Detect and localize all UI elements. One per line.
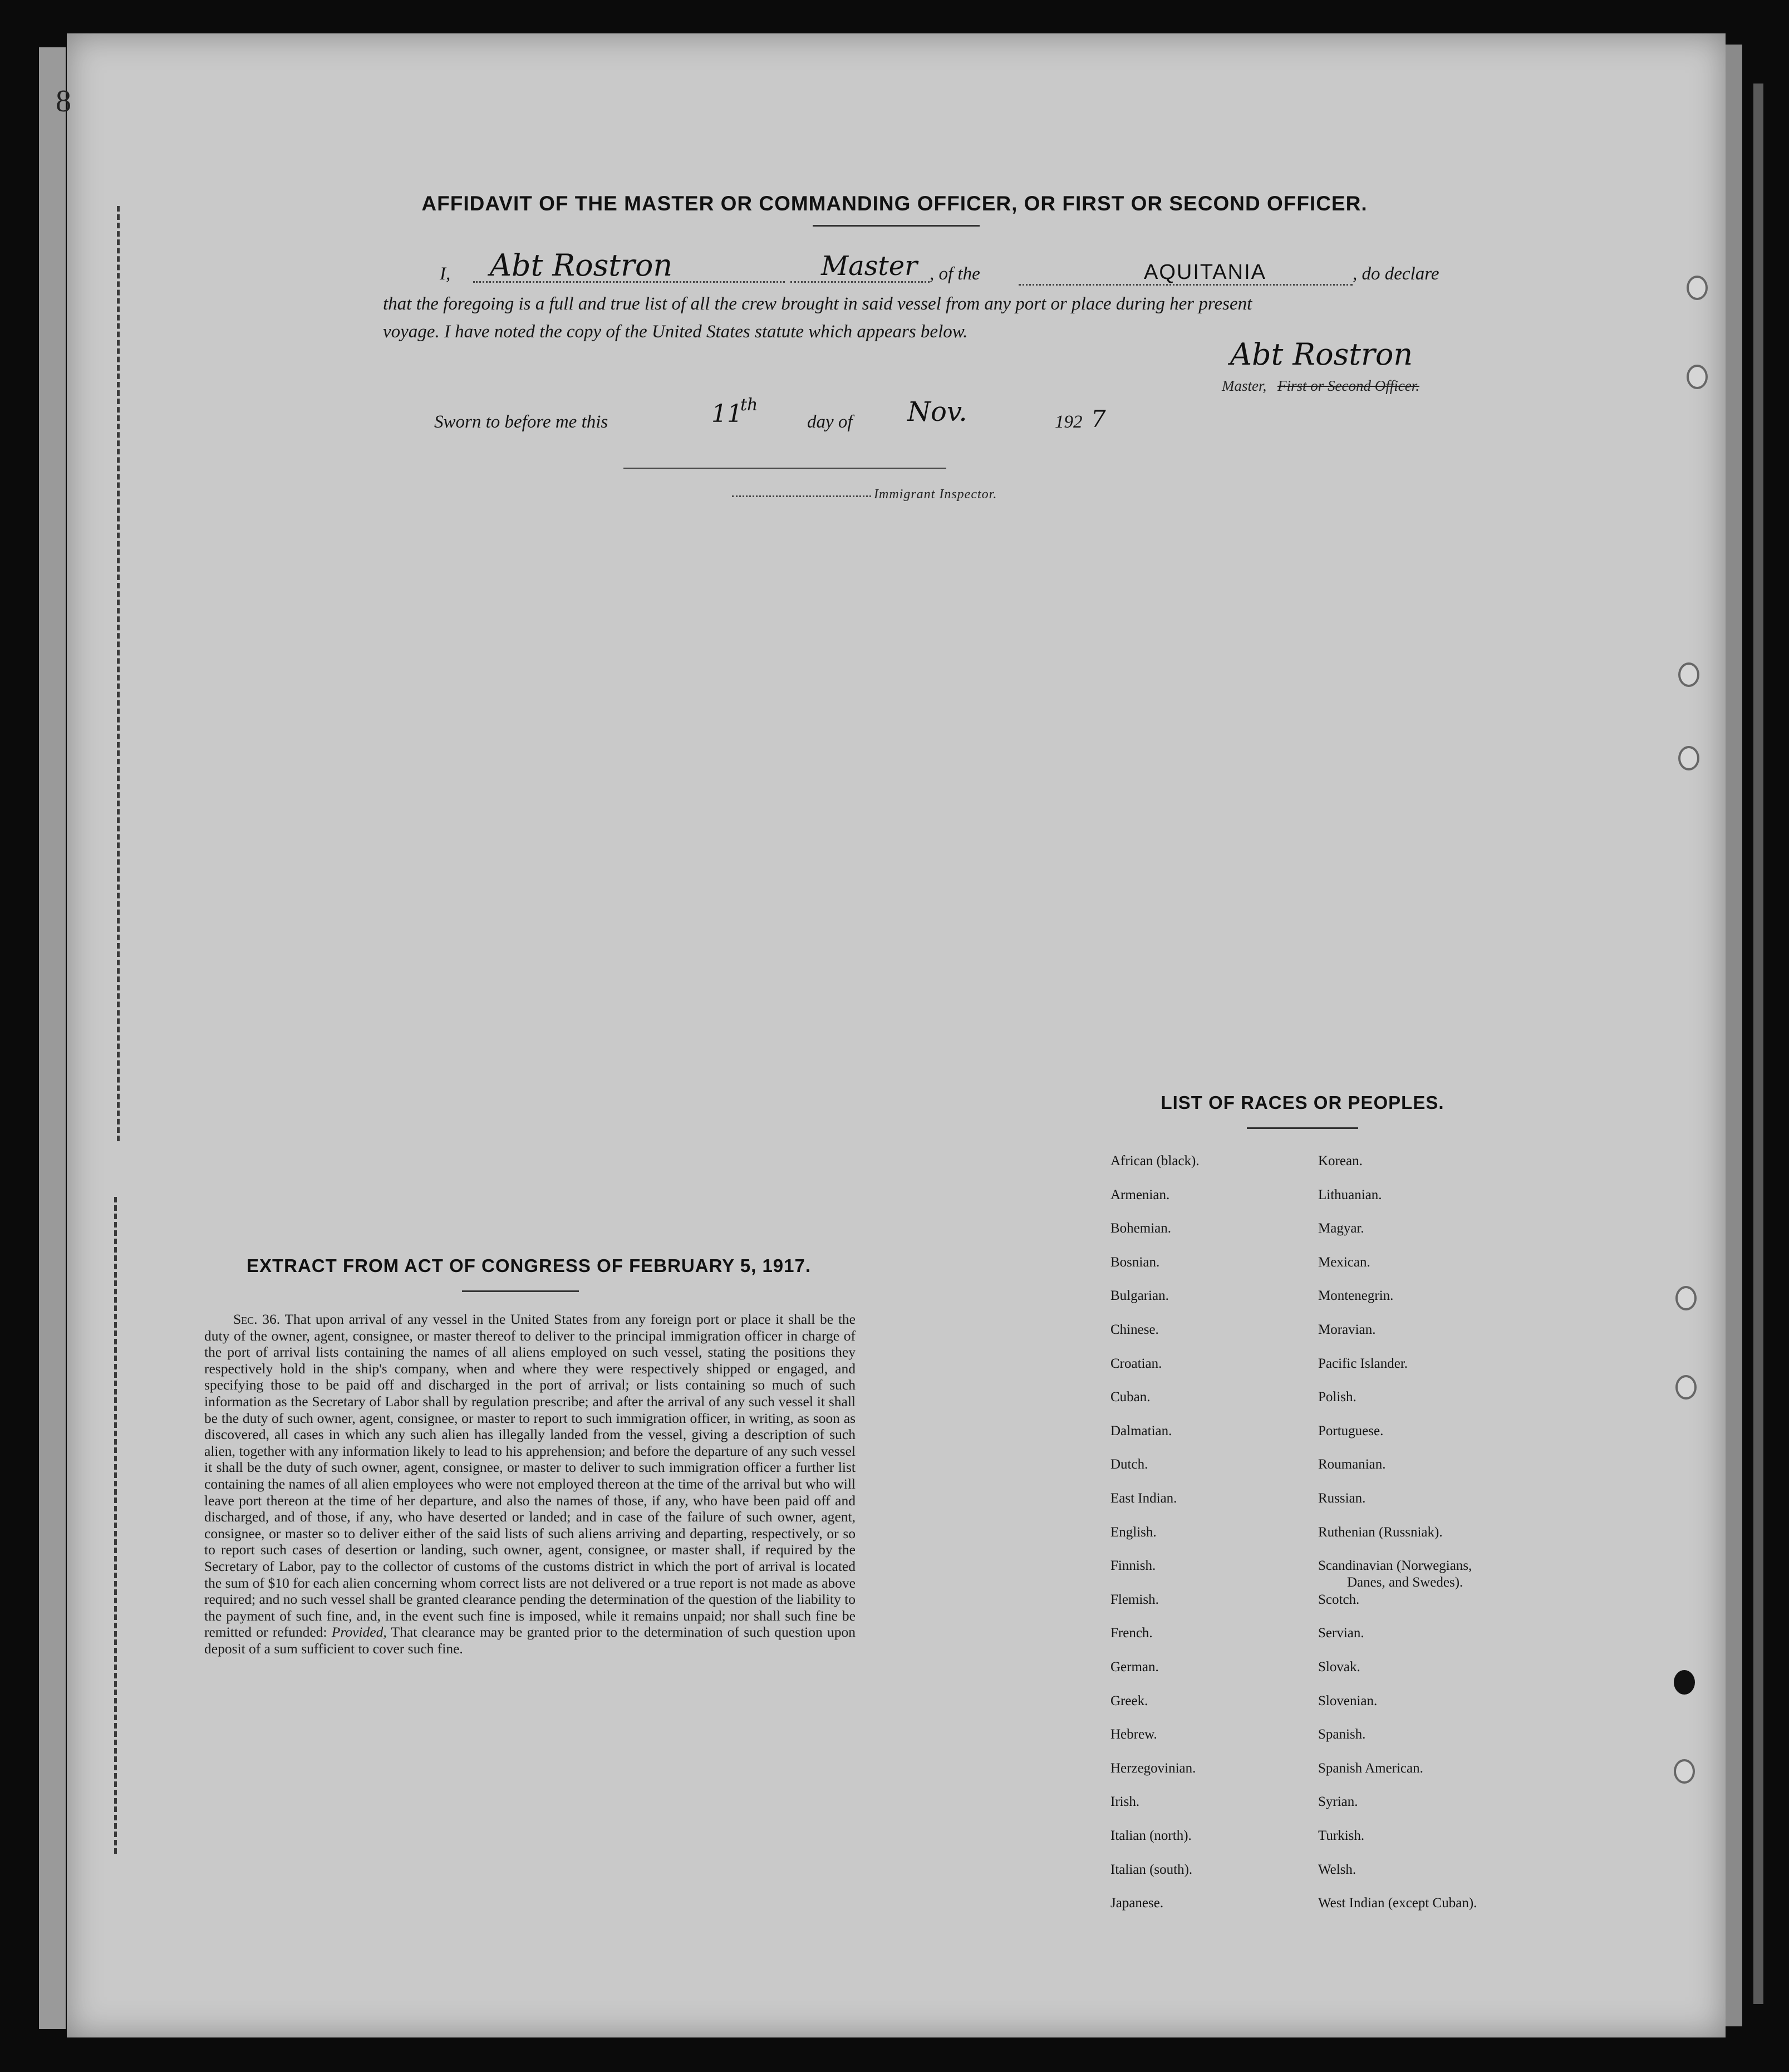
punch-hole <box>1687 276 1708 300</box>
handwritten-day: 11 <box>711 400 743 428</box>
affidavit-line-2: that the foregoing is a full and true list of all the crew brought in said vessel from any port or place during her present <box>383 294 1252 314</box>
punch-hole <box>1674 1759 1695 1784</box>
race-item: Korean. <box>1318 1153 1363 1168</box>
extract-sec-36 <box>204 1311 856 1657</box>
race-item: Bohemian. <box>1110 1221 1172 1236</box>
race-item: Roumanian. <box>1318 1457 1386 1472</box>
race-item: Mexican. <box>1318 1254 1370 1270</box>
vessel-line <box>1019 284 1353 286</box>
title-rule <box>813 225 980 227</box>
race-item: Welsh. <box>1318 1862 1357 1877</box>
sworn-day-of: day of <box>807 412 853 432</box>
race-item: Irish. <box>1110 1794 1140 1810</box>
race-item: West Indian (except Cuban). <box>1318 1896 1477 1911</box>
race-item: Slovak. <box>1318 1659 1360 1675</box>
inspector-caption: Immigrant Inspector. <box>874 487 997 502</box>
race-item: English. <box>1110 1524 1157 1540</box>
race-item: East Indian. <box>1110 1491 1177 1506</box>
extract-title: EXTRACT FROM ACT OF CONGRESS OF FEBRUARY 5, 1917. <box>246 1255 812 1276</box>
sworn-prefix: Sworn to before me this <box>434 412 608 432</box>
race-item: Dalmatian. <box>1110 1423 1172 1438</box>
vessel-name: AQUITANIA <box>1144 261 1266 284</box>
affidavit-title: AFFIDAVIT OF THE MASTER OR COMMANDING OFFICER, OR FIRST OR SECOND OFFICER. <box>421 192 1368 215</box>
race-item: Scotch. <box>1318 1592 1360 1607</box>
handwritten-rank: Master <box>821 251 918 282</box>
race-item: French. <box>1110 1626 1153 1641</box>
punch-hole <box>1678 746 1699 770</box>
punch-hole <box>1687 365 1708 389</box>
race-item: Slovenian. <box>1318 1693 1378 1708</box>
race-item: Hebrew. <box>1110 1727 1157 1742</box>
race-item: Pacific Islander. <box>1318 1356 1408 1371</box>
affidavit-of-the: , of the <box>930 264 980 284</box>
races-title: LIST OF RACES OR PEOPLES. <box>1161 1092 1444 1113</box>
affidavit-do-declare: , do declare <box>1353 264 1439 284</box>
race-item: Lithuanian. <box>1318 1187 1382 1202</box>
race-item: Moravian. <box>1318 1322 1376 1337</box>
race-item: Japanese. <box>1110 1896 1164 1911</box>
race-item: Scandinavian (Norwegians, <box>1318 1558 1472 1574</box>
race-item: African (black). <box>1110 1153 1200 1168</box>
sworn-year-prefix: 192 <box>1055 412 1083 432</box>
race-item: German. <box>1110 1659 1159 1675</box>
race-item: Croatian. <box>1110 1356 1162 1371</box>
extract-title-rule <box>462 1290 579 1292</box>
race-item: Servian. <box>1318 1626 1364 1641</box>
race-item: Flemish. <box>1110 1592 1159 1607</box>
punch-hole <box>1678 662 1699 687</box>
sec-provided: Provided, <box>331 1624 387 1641</box>
handwritten-year-digit: 7 <box>1091 405 1106 433</box>
punch-hole <box>1675 1375 1697 1400</box>
race-item: Dutch. <box>1110 1457 1148 1472</box>
affidavit-line-3: voyage. I have noted the copy of the United States statute which appears below. <box>383 322 968 342</box>
race-item: Italian (north). <box>1110 1828 1192 1843</box>
race-item: Armenian. <box>1110 1187 1170 1202</box>
sec-label: Sec. 36. <box>233 1311 281 1327</box>
races-title-rule <box>1247 1127 1358 1129</box>
rank-line <box>790 281 930 283</box>
race-item: Finnish. <box>1110 1558 1156 1574</box>
race-item: Ruthenian (Russniak). <box>1318 1524 1443 1540</box>
inspector-signature-line <box>623 468 946 469</box>
page-edge-right <box>1726 45 1742 2026</box>
race-item: Bulgarian. <box>1110 1288 1169 1304</box>
race-item: Danes, and Swedes). <box>1347 1575 1463 1590</box>
signature-caption-struck: First or Second Officer. <box>1277 377 1419 394</box>
race-item: Portuguese. <box>1318 1423 1384 1438</box>
race-item: Montenegrin. <box>1318 1288 1394 1304</box>
race-item: Magyar. <box>1318 1221 1364 1236</box>
punch-hole <box>1674 1670 1695 1695</box>
handwritten-signature: Abt Rostron <box>1230 337 1413 372</box>
race-item: Spanish American. <box>1318 1760 1423 1776</box>
race-item: Herzegovinian. <box>1110 1760 1196 1776</box>
race-item: Turkish. <box>1318 1828 1365 1843</box>
race-item: Bosnian. <box>1110 1254 1160 1270</box>
punch-hole <box>1675 1286 1697 1310</box>
race-item: Cuban. <box>1110 1389 1151 1405</box>
race-item: Chinese. <box>1110 1322 1159 1337</box>
page-edge-left <box>39 47 66 2029</box>
race-item: Polish. <box>1318 1389 1357 1405</box>
name-line <box>473 281 785 283</box>
affidavit-i: I, <box>440 264 451 284</box>
margin-mark: 8 <box>56 84 71 119</box>
race-item: Italian (south). <box>1110 1862 1193 1877</box>
page-edge-right-shadow <box>1753 84 1763 2004</box>
race-item: Spanish. <box>1318 1727 1366 1742</box>
handwritten-day-suffix: th <box>740 395 758 415</box>
race-item: Syrian. <box>1318 1794 1358 1810</box>
race-item: Russian. <box>1318 1491 1366 1506</box>
handwritten-signer-name: Abt Rostron <box>490 248 673 283</box>
sec-body: That upon arrival of any vessel in the United States from any foreign port or place it shall be the duty of the owner, agent, consignee, or master thereof to deliver to the principal immigration officer in charge of the port of arrival lists containing the names of all aliens employed on such vessel, stating the positions they respectively hold in the ship's company, when and where they were respectively shipped or engaged, and specifying those to be paid off and discharged in the port of arrival; or lists containing so much of such information as the Secretary of Labor shall by regulation prescribe; and after the arrival of any such vessel it shall be the duty of such owner, agent, consignee, or master to report to such immigration officer, in writing, as soon as discovered, all cases in which any such alien has illegally landed from the vessel, giving a description of such alien, together with any information likely to lead to his apprehension; and before the departure of any such vessel it shall be the duty of such owner, agent, consignee, or master to deliver to such immigration officer a further list containing the names of all alien employees who were not employed thereon at the time of the arrival but who will leave port thereon at the time of her departure, and also the names of those, if any, who have been paid off and discharged, and of those, if any, who have deserted or landed; and in case of the failure of such owner, agent, consignee, or master so to deliver either of the said lists of such aliens arriving and departing, respectively, or so to report such cases of desertion or landing, such owner, agent, consignee, or master shall, if required by the Secretary of Labor, pay to the collector of customs of the customs district in which the port of arrival is located the sum of $10 for each alien concerning whom correct lists are not delivered or a true report is not made as above required; and no such vessel shall be granted clearance pending the determination of the question of the liability to the payment of such fine, and, in the event such fine is imposed, while it remains unpaid; nor shall such fine be remitted or refunded: <box>204 1311 856 1641</box>
inspector-dotted-line <box>732 495 871 497</box>
race-item: Greek. <box>1110 1693 1148 1708</box>
handwritten-month: Nov. <box>907 396 967 428</box>
fold-line-left-lower <box>114 1197 117 1854</box>
sec-body-end: That clearance may be granted prior to the determination of such question upon deposit of a sum sufficient to cover such fine. <box>204 1624 856 1657</box>
signature-caption-master: Master, <box>1222 377 1267 394</box>
fold-line-left <box>117 206 120 1141</box>
